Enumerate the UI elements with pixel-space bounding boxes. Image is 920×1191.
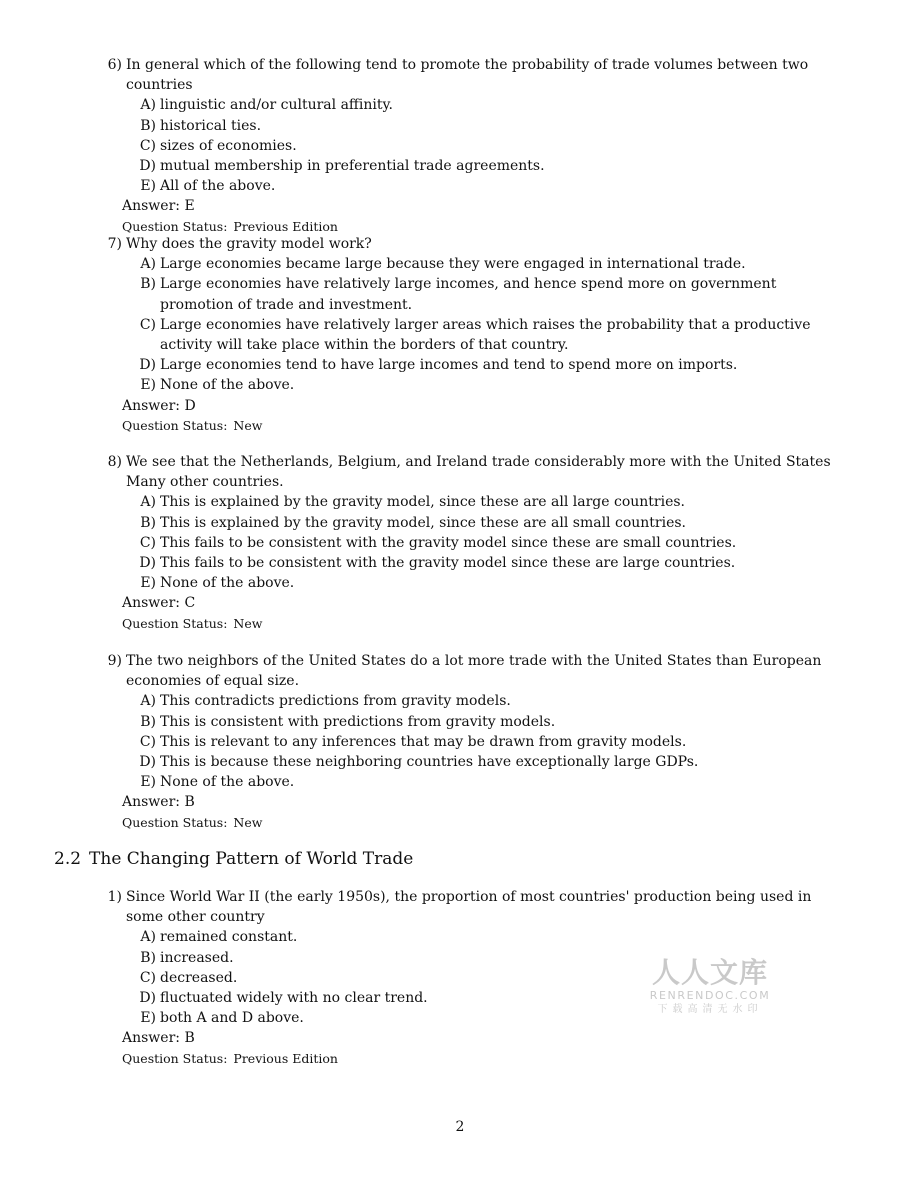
option-letter: D): [139, 158, 156, 175]
option-c: [100, 136, 850, 156]
option-d: [100, 752, 850, 772]
option-letter: E): [140, 377, 156, 394]
question-number: 6): [107, 57, 122, 73]
question-text: We see that the Netherlands, Belgium, and Ireland trade considerably more with the United States Many other countries.: [126, 454, 831, 491]
watermark-chinese: 人人文库: [651, 956, 768, 989]
option-letter: A): [140, 256, 156, 273]
status-value: New: [233, 417, 263, 433]
status-value: Previous Edition: [233, 1050, 338, 1066]
question-7: [100, 234, 850, 435]
question-number: 7): [107, 236, 122, 252]
question-status: [100, 813, 850, 832]
option-d: [100, 553, 850, 573]
option-a: [100, 254, 850, 274]
option-letter: D): [139, 754, 156, 771]
option-list: [100, 691, 850, 792]
option-text: None of the above.: [160, 377, 295, 394]
option-text: Large economies tend to have large incomes and tend to spend more on imports.: [160, 357, 738, 374]
option-b: [100, 274, 850, 314]
answer-line: Answer: B: [122, 1030, 195, 1047]
question-number: 8): [107, 454, 122, 470]
option-text: both A and D above.: [160, 1010, 304, 1027]
question-number: 9): [107, 653, 122, 669]
option-a: [100, 691, 850, 711]
option-letter: D): [139, 555, 156, 572]
question-text: In general which of the following tend to promote the probability of trade volumes between two countries: [126, 57, 809, 94]
option-text: This is because these neighboring countries have exceptionally large GDPs.: [160, 754, 699, 771]
section-heading: [54, 849, 413, 869]
option-letter: B): [140, 713, 156, 730]
option-text: This is consistent with predictions from gravity models.: [160, 713, 556, 730]
option-text: None of the above.: [160, 774, 295, 791]
question-stem: [100, 887, 850, 927]
option-text: This fails to be consistent with the gravity model since these are small countries.: [160, 534, 737, 551]
option-letter: B): [140, 514, 156, 531]
option-list: [100, 95, 850, 196]
answer-line: Answer: E: [122, 198, 195, 215]
answer-line: Answer: B: [122, 794, 195, 811]
option-letter: E): [140, 774, 156, 791]
option-letter: A): [140, 929, 156, 946]
option-text: Large economies became large because they were engaged in international trade.: [160, 256, 746, 273]
question-status: [100, 614, 850, 633]
option-list: [100, 492, 850, 593]
option-text: fluctuated widely with no clear trend.: [160, 990, 428, 1007]
option-letter: C): [139, 534, 156, 551]
option-d: [100, 156, 850, 176]
option-text: This fails to be consistent with the gravity model since these are large countries.: [160, 555, 736, 572]
option-c: [100, 533, 850, 553]
option-letter: B): [140, 949, 156, 966]
option-letter: A): [140, 494, 156, 511]
option-a: [100, 492, 850, 512]
answer-line: Answer: C: [122, 595, 196, 612]
watermark-tagline: 下载高清无水印: [657, 1004, 763, 1015]
option-d: [100, 355, 850, 375]
question-9: [100, 651, 850, 832]
option-letter: C): [139, 969, 156, 986]
option-letter: E): [140, 1010, 156, 1027]
status-label: Question Status:: [122, 1050, 228, 1066]
option-e: [100, 573, 850, 593]
option-c: [100, 732, 850, 752]
option-b: [100, 116, 850, 136]
option-letter: B): [140, 276, 156, 293]
status-value: New: [233, 615, 263, 631]
option-a: [100, 927, 850, 947]
question-stem: [100, 651, 850, 691]
option-text: This is relevant to any inferences that may be drawn from gravity models.: [160, 733, 687, 750]
question-status: [100, 416, 850, 435]
status-label: Question Status:: [122, 814, 228, 830]
answer-line: Answer: D: [122, 397, 196, 414]
option-letter: D): [139, 357, 156, 374]
question-stem: [100, 55, 850, 95]
question-text: The two neighbors of the United States do a lot more trade with the United States than European economies of equal size.: [126, 653, 822, 690]
question-stem: [100, 234, 850, 254]
question-text: Since World War II (the early 1950s), the proportion of most countries' production being used in some other country: [126, 889, 812, 926]
option-letter: C): [139, 137, 156, 154]
question-text: Why does the gravity model work?: [126, 236, 372, 252]
option-text: None of the above.: [160, 575, 295, 592]
option-text: historical ties.: [160, 117, 262, 134]
option-text: mutual membership in preferential trade agreements.: [160, 158, 545, 175]
question-status: [100, 217, 850, 236]
status-value: Previous Edition: [233, 218, 338, 234]
option-text: This contradicts predictions from gravity models.: [160, 693, 511, 710]
option-text: This is explained by the gravity model, since these are all large countries.: [160, 494, 685, 511]
option-e: [100, 375, 850, 395]
option-letter: C): [139, 733, 156, 750]
question-8: [100, 452, 850, 633]
option-text: This is explained by the gravity model, since these are all small countries.: [160, 514, 686, 531]
option-text: Large economies have relatively larger areas which raises the probability that a productive activity will take place within the borders of that country.: [160, 316, 811, 354]
option-b: [100, 712, 850, 732]
section-number: 2.2: [54, 849, 82, 869]
question-6: [100, 55, 850, 236]
option-text: sizes of economies.: [160, 137, 297, 154]
question-number: 1): [107, 889, 122, 905]
option-c: [100, 315, 850, 355]
option-e: [100, 772, 850, 792]
section-title: The Changing Pattern of World Trade: [89, 849, 414, 869]
option-text: Large economies have relatively large incomes, and hence spend more on government promotion of trade and investment.: [160, 276, 777, 313]
status-label: Question Status:: [122, 218, 228, 234]
option-text: linguistic and/or cultural affinity.: [160, 97, 393, 114]
option-letter: A): [140, 97, 156, 114]
status-label: Question Status:: [122, 417, 228, 433]
option-text: increased.: [160, 949, 234, 966]
option-e: [100, 176, 850, 196]
option-a: [100, 95, 850, 115]
status-label: Question Status:: [122, 615, 228, 631]
watermark-domain: RENRENDOC.COM: [649, 989, 771, 1002]
option-letter: E): [140, 178, 156, 195]
option-list: [100, 254, 850, 395]
question-stem: [100, 452, 850, 492]
watermark-logo: [648, 957, 772, 1017]
option-letter: E): [140, 575, 156, 592]
page-number: 2: [455, 1119, 465, 1135]
option-text: All of the above.: [160, 178, 276, 195]
option-letter: C): [139, 316, 156, 333]
question-status: [100, 1049, 850, 1068]
option-letter: D): [139, 990, 156, 1007]
option-letter: A): [140, 693, 156, 710]
option-text: decreased.: [160, 969, 238, 986]
status-value: New: [233, 814, 263, 830]
option-b: [100, 513, 850, 533]
option-letter: B): [140, 117, 156, 134]
option-text: remained constant.: [160, 929, 298, 946]
